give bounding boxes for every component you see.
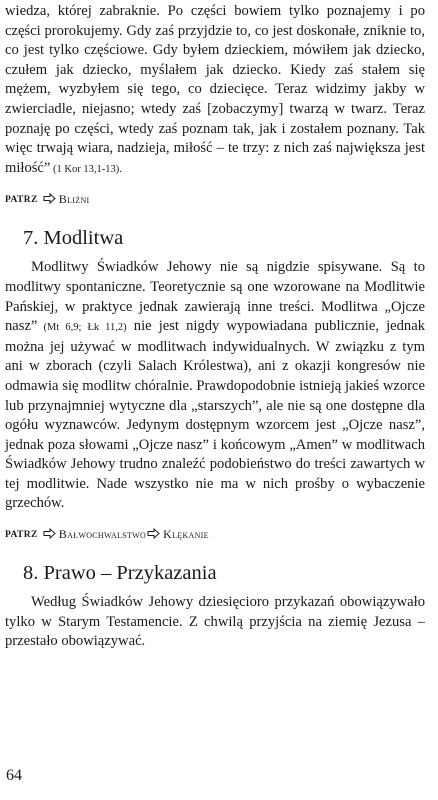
section-heading-modlitwa: 7. Modlitwa <box>23 227 124 250</box>
modlitwa-text-2: nie jest nigdy wypowiadana publicznie, jednak można jej używać w modlitwach indywidualnych. W związku z tym ani w zborach (czyli Salach Królestwa), ani z okazji kongresów nie odmawia się modlitw chóralnie. Prawdopodobnie istnieją jakieś wzorce lub przynajmniej wytyczne dla „starszych”, ale nie są one dostępne dla ogółu wyznawców. Jedynym dostępnym wzorcem jest „Ojcze nasz”, jednak poza słowami „Ojcze nasz” i końcowym „Amen” w modlitwach Świadków Jehowy trudno znaleźć podobieństwo do treści zawartych w tej modlitwie. Nade wszystko nie ma w nich prośby o wybaczenie grzechów. <box>5 318 425 512</box>
paragraph-previous-section <box>5 2 425 179</box>
page-number: 64 <box>6 767 22 784</box>
arrow-right-icon <box>43 193 56 207</box>
section-heading-prawo: 8. Prawo – Przykazania <box>23 562 217 585</box>
see-label: PATRZ <box>5 194 38 205</box>
arrow-right-icon <box>147 528 160 542</box>
bible-reference: (1 Kor 13,1-13). <box>50 163 122 175</box>
arrow-right-icon <box>43 528 56 542</box>
see-also-line <box>5 192 425 207</box>
see-ref-blizni[interactable]: Bliźni <box>58 192 90 207</box>
page-content <box>5 2 425 652</box>
see-ref-klekanie[interactable]: Klękanie <box>163 527 209 542</box>
see-also-line <box>5 527 425 542</box>
modlitwa-text-1: Modlitwy Świadków Jehowy nie są nigdzie spisywane. Są to modlitwy spontaniczne. Teoretycznie są one wzorowane na Modlitwie Pańskiej, w praktyce jednak zawierają inne treści. Modlitwa „Ojcze nasz” <box>5 259 425 335</box>
quote-text: wiedza, której zabraknie. Po części bowiem tylko poznajemy i po części prorokujemy. Gdy zaś przyjdzie to, co jest doskonałe, zniknie to, co jest tylko częściowe. Gdy byłem dzieckiem, mówiłem jak dziecko, czułem jak dziecko, myślałem jak dziecko. Kiedy zaś stałem się mężem, wyzbyłem się tego, co dziecięce. Teraz widzimy jakby w zwierciadle, niejasno; wtedy zaś [zobaczymy] twarzą w twarz. Teraz poznaję po części, wtedy zaś poznam tak, jak i zostałem poznany. Tak więc trwają wiara, nadzieja, miłość – te trzy: z nich zaś największa jest miłość” <box>5 3 425 176</box>
paragraph-prawo: Według Świadków Jehowy dziesięcioro przykazań obowiązywało tylko w Starym Testamencie. Z chwilą przyjścia na ziemię Jezusa – przestało obowiązywać. <box>5 594 425 650</box>
bible-reference: (Mt 6,9; Łk 11,2) <box>37 322 127 334</box>
see-label: PATRZ <box>5 529 38 540</box>
see-ref-balwochwalstwo[interactable]: Bałwochwalstwo <box>58 527 147 542</box>
paragraph-modlitwa <box>5 258 425 514</box>
